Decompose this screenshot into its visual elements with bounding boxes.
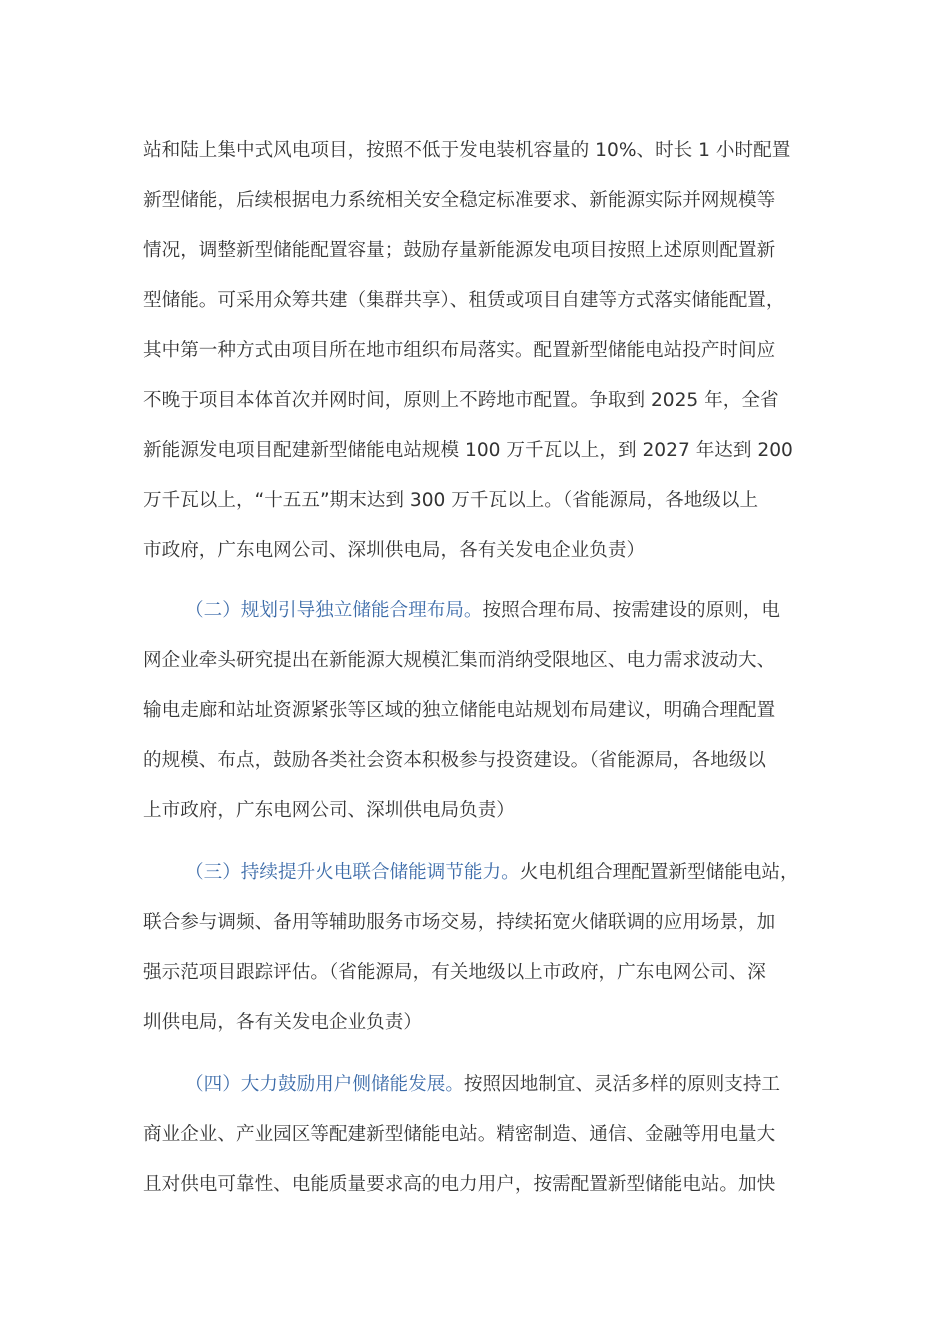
paragraph-4-line-3: 且对供电可靠性、电能质量要求高的电力用户，按需配置新型储能电站。加快 (143, 1174, 776, 1195)
paragraph-4-first-line-text: 按照因地制宜、灵活多样的原则支持工 (463, 1074, 781, 1095)
section-heading-2: （二）规划引导独立储能合理布局。 (185, 600, 483, 621)
section-heading-3: （三）持续提升火电联合储能调节能力。 (185, 862, 520, 883)
paragraph-2-first-line (185, 599, 780, 623)
paragraph-3-line-2: 联合参与调频、备用等辅助服务市场交易，持续拓宽火储联调的应用场景，加 (143, 912, 776, 933)
paragraph-3-first-line-text: 火电机组合理配置新型储能电站， (519, 862, 799, 883)
paragraph-3-line-3: 强示范项目跟踪评估。（省能源局，有关地级以上市政府，广东电网公司、深 (143, 962, 766, 983)
paragraph-1-line-1: 站和陆上集中式风电项目，按照不低于发电装机容量的 10%、时长 1 小时配置 (143, 140, 791, 161)
paragraph-1-line-7: 新能源发电项目配建新型储能电站规模 100 万千瓦以上，到 2027 年达到 200 (143, 440, 793, 461)
paragraph-3-line-4: 圳供电局，各有关发电企业负责） (143, 1012, 422, 1033)
paragraph-3-first-line (185, 861, 799, 885)
paragraph-4-first-line (185, 1073, 780, 1097)
paragraph-1-line-3: 情况，调整新型储能配置容量；鼓励存量新能源发电项目按照上述原则配置新 (143, 240, 776, 261)
paragraph-1-line-9: 市政府，广东电网公司、深圳供电局，各有关发电企业负责） (143, 540, 646, 561)
section-heading-4: （四）大力鼓励用户侧储能发展。 (185, 1074, 464, 1095)
paragraph-4-line-2: 商业企业、产业园区等配建新型储能电站。精密制造、通信、金融等用电量大 (143, 1124, 776, 1145)
paragraph-2-line-4: 的规模、布点，鼓励各类社会资本积极参与投资建设。（省能源局，各地级以 (143, 750, 766, 771)
paragraph-2-first-line-text: 按照合理布局、按需建设的原则，电 (482, 600, 781, 621)
paragraph-1-line-4: 型储能。可采用众筹共建（集群共享）、租赁或项目自建等方式落实储能配置， (143, 290, 785, 311)
paragraph-1-line-2: 新型储能，后续根据电力系统相关安全稳定标准要求、新能源实际并网规模等 (143, 190, 776, 211)
paragraph-1-line-8: 万千瓦以上，“十五五”期末达到 300 万千瓦以上。（省能源局，各地级以上 (143, 490, 759, 511)
paragraph-2-line-2: 网企业牵头研究提出在新能源大规模汇集而消纳受限地区、电力需求波动大、 (143, 650, 776, 671)
paragraph-2-line-5: 上市政府，广东电网公司、深圳供电局负责） (143, 800, 515, 821)
paragraph-1-line-6: 不晚于项目本体首次并网时间，原则上不跨地市配置。争取到 2025 年，全省 (143, 390, 779, 411)
paragraph-2-line-3: 输电走廊和站址资源紧张等区域的独立储能电站规划布局建议，明确合理配置 (143, 700, 776, 721)
paragraph-1-line-5: 其中第一种方式由项目所在地市组织布局落实。配置新型储能电站投产时间应 (143, 340, 776, 361)
